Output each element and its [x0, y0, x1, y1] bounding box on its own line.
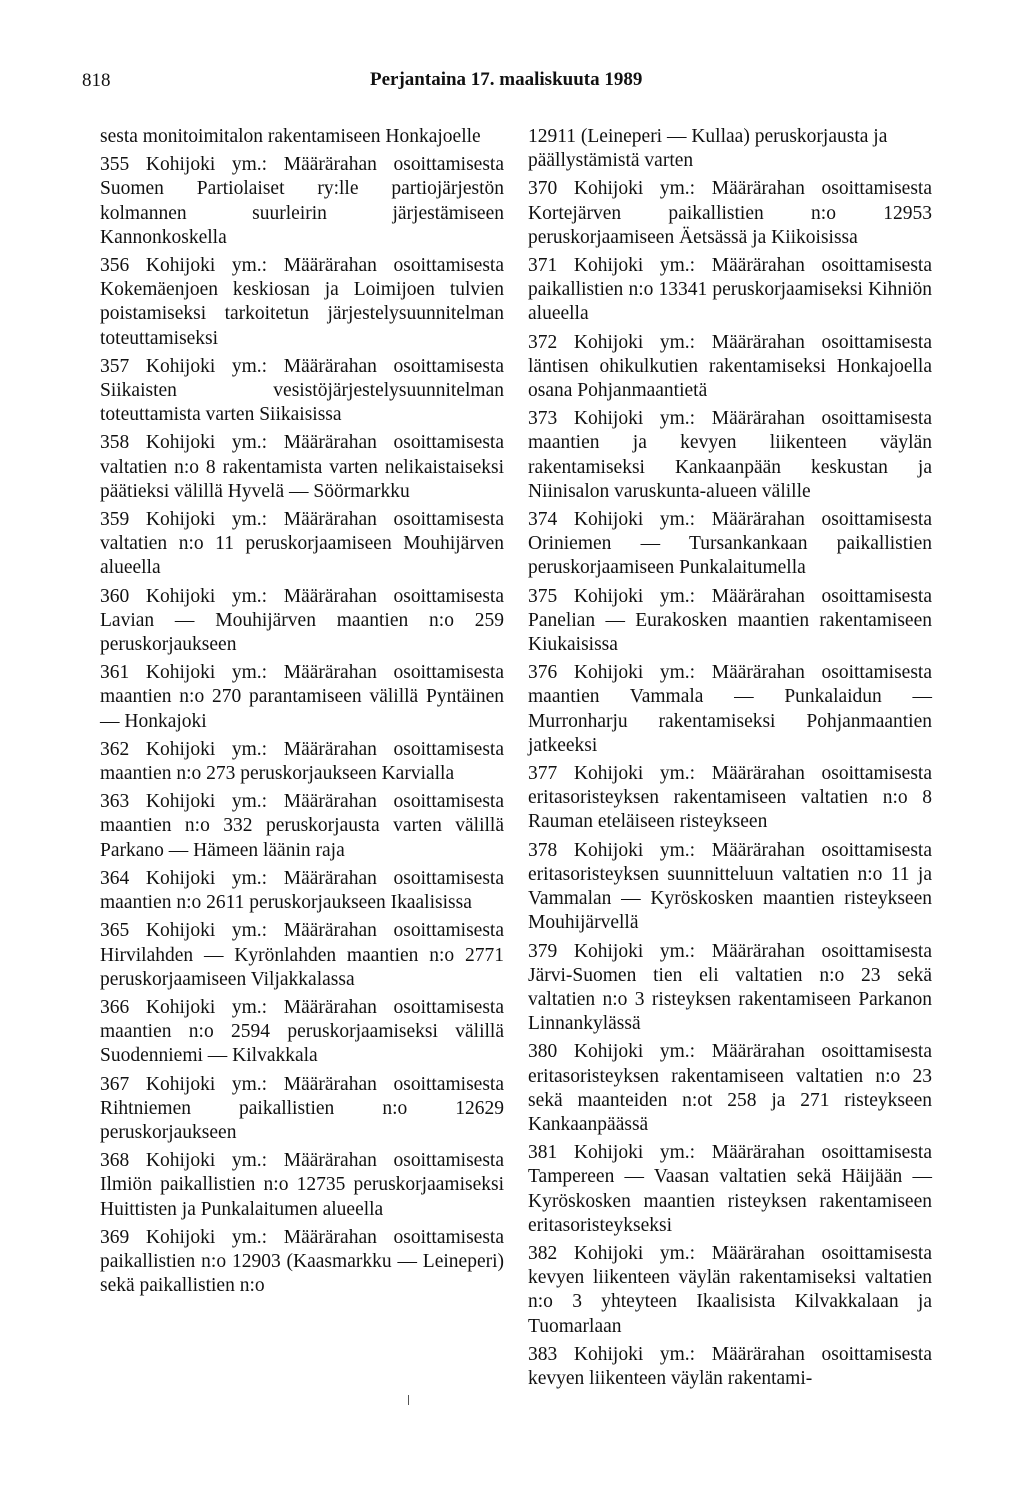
right-column	[528, 125, 932, 1391]
entry-374: 374 Kohijoki ym.: Määrärahan osoittamisesta Oriniemen — Tursankankaan paikallistien peruskorjaamiseen Punkalaitumella	[528, 509, 932, 579]
scan-mark	[408, 1395, 409, 1405]
entry-362: 362 Kohijoki ym.: Määrärahan osoittamisesta maantien n:o 273 peruskorjaukseen Karvialla	[100, 738, 504, 785]
entry-355: 355 Kohijoki ym.: Määrärahan osoittamisesta Suomen Partiolaiset ry:lle partiojärjestön kolmannen suurleirin järjestämiseen Kannonkoskella	[100, 154, 504, 248]
entry-369: 369 Kohijoki ym.: Määrärahan osoittamisesta paikallistien n:o 12903 (Kaasmarkku — Leineperi) sekä paikallistien n:o	[100, 1226, 504, 1297]
entry-383: 383 Kohijoki ym.: Määrärahan osoittamisesta kevyen liikenteen väylän rakentami-	[528, 1343, 932, 1389]
entry-365: 365 Kohijoki ym.: Määrärahan osoittamisesta Hirvilahden — Kyrönlahden maantien n:o 2771 peruskorjaamiseen Viljakkalassa	[100, 920, 504, 990]
entry-378: 378 Kohijoki ym.: Määrärahan osoittamisesta eritasoristeyksen suunnitteluun valtatien n:o 11 ja Vammalan — Kyröskosken maantien risteykseen Mouhijärvellä	[528, 839, 932, 934]
page-number: 818	[82, 70, 111, 91]
entry-357: 357 Kohijoki ym.: Määrärahan osoittamisesta Siikaisten vesistöjärjestelysuunnitelman toteuttamista varten Siikaisissa	[100, 355, 504, 426]
entry-381: 381 Kohijoki ym.: Määrärahan osoittamisesta Tampereen — Vaasan valtatien sekä Häijään — Kyröskosken maantien risteyksen rakentamiseen eritasoristeykseksi	[528, 1142, 932, 1236]
left-column	[100, 125, 504, 1298]
entry-364: 364 Kohijoki ym.: Määrärahan osoittamisesta maantien n:o 2611 peruskorjaukseen Ikaalisissa	[100, 867, 504, 914]
entry-368: 368 Kohijoki ym.: Määrärahan osoittamisesta Ilmiön paikallistien n:o 12735 peruskorjaamiseksi Huittisten ja Punkalaitumen alueella	[100, 1150, 504, 1220]
left-column-lead: sesta monitoimitalon rakentamiseen Honkajoelle	[100, 126, 481, 147]
entry-371: 371 Kohijoki ym.: Määrärahan osoittamisesta paikallistien n:o 13341 peruskorjaamiseksi Kihniön alueella	[528, 255, 932, 325]
entry-361: 361 Kohijoki ym.: Määrärahan osoittamisesta maantien n:o 270 parantamiseen välillä Pyntäinen — Honkajoki	[100, 662, 504, 732]
entry-379: 379 Kohijoki ym.: Määrärahan osoittamisesta Järvi-Suomen tien eli valtatien n:o 23 sekä valtatien n:o 3 risteyksen rakentamiseen Parkanon Linnankylässä	[528, 940, 932, 1035]
running-head: Perjantaina 17. maaliskuuta 1989	[370, 69, 643, 90]
entry-366: 366 Kohijoki ym.: Määrärahan osoittamisesta maantien n:o 2594 peruskorjaamiseksi välillä Suodenniemi — Kilvakkala	[100, 996, 504, 1067]
entry-370: 370 Kohijoki ym.: Määrärahan osoittamisesta Kortejärven paikallistien n:o 12953 peruskorjaamiseen Äetsässä ja Kiikoisissa	[528, 178, 932, 248]
entry-359: 359 Kohijoki ym.: Määrärahan osoittamisesta valtatien n:o 11 peruskorjaamiseen Mouhijärven alueella	[100, 509, 504, 579]
entry-363: 363 Kohijoki ym.: Määrärahan osoittamisesta maantien n:o 332 peruskorjausta varten välillä Parkano — Hämeen läänin raja	[100, 791, 504, 861]
entry-373: 373 Kohijoki ym.: Määrärahan osoittamisesta maantien ja kevyen liikenteen väylän rakentamiseksi Kankaanpään keskustan ja Niinisalon varuskunta-alueen välille	[528, 408, 932, 502]
entry-356: 356 Kohijoki ym.: Määrärahan osoittamisesta Kokemäenjoen keskiosan ja Loimijoen tulvien poistamiseksi tarkoitetun järjestelysuunnitelman toteuttamiseksi	[100, 255, 504, 349]
right-column-lead: 12911 (Leineperi — Kullaa) peruskorjausta ja päällystämistä varten	[528, 126, 888, 172]
entry-382: 382 Kohijoki ym.: Määrärahan osoittamisesta kevyen liikenteen väylän rakentamiseksi valtatien n:o 3 yhteyteen Ikaalisista Kilvakkalaan ja Tuomarlaan	[528, 1242, 932, 1337]
entry-372: 372 Kohijoki ym.: Määrärahan osoittamisesta läntisen ohikulkutien rakentamiseksi Honkajoella osana Pohjanmaantietä	[528, 331, 932, 402]
entry-380: 380 Kohijoki ym.: Määrärahan osoittamisesta eritasoristeyksen rakentamiseen valtatien n:o 23 sekä maanteiden n:ot 258 ja 271 risteykseen Kankaanpäässä	[528, 1041, 932, 1135]
entry-376: 376 Kohijoki ym.: Määrärahan osoittamisesta maantien Vammala — Punkalaidun — Murronharju rakentamiseksi Pohjanmaantien jatkeeksi	[528, 662, 932, 756]
entry-358: 358 Kohijoki ym.: Määrärahan osoittamisesta valtatien n:o 8 rakentamista varten nelikaistaiseksi päätieksi välillä Hyvelä — Söörmarkku	[100, 432, 504, 502]
entry-360: 360 Kohijoki ym.: Määrärahan osoittamisesta Lavian — Mouhijärven maantien n:o 259 peruskorjaukseen	[100, 585, 504, 656]
entry-375: 375 Kohijoki ym.: Määrärahan osoittamisesta Panelian — Eurakosken maantien rakentamiseen Kiukaisissa	[528, 585, 932, 656]
entry-367: 367 Kohijoki ym.: Määrärahan osoittamisesta Rihtniemen paikallistien n:o 12629 peruskorjaukseen	[100, 1073, 504, 1143]
entry-377: 377 Kohijoki ym.: Määrärahan osoittamisesta eritasoristeyksen rakentamiseen valtatien n:o 8 Rauman eteläiseen risteykseen	[528, 763, 932, 833]
